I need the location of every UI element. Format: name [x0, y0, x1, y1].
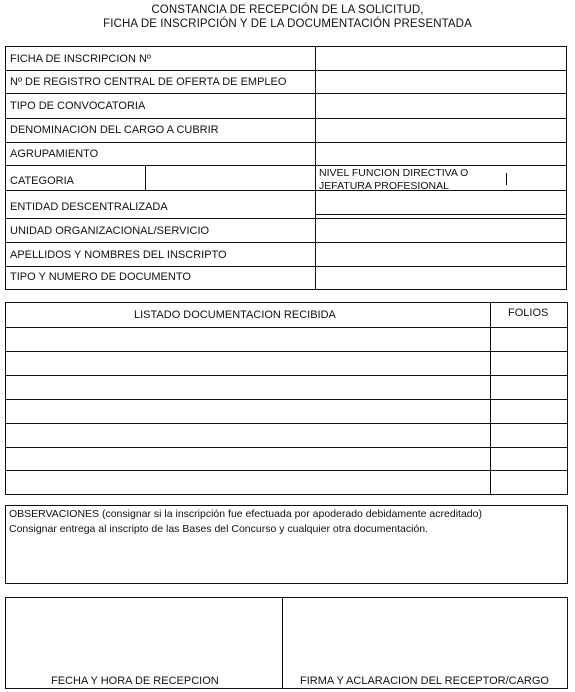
documents-table [5, 302, 568, 495]
form-value-divider [315, 47, 316, 289]
field-registro-central: Nº DE REGISTRO CENTRAL DE OFERTA DE EMPLEO [10, 76, 287, 88]
field-nivel-funcion-line2: JEFATURA PROFESIONAL [319, 180, 449, 192]
form-row-divider [315, 214, 566, 215]
table-row [6, 447, 567, 448]
table-row [6, 399, 567, 400]
observations-note: Consignar entrega al inscripto de las Bases del Concurso y cualquier otra documentación. [9, 523, 429, 535]
form-row-divider [6, 218, 566, 219]
observations-heading: OBSERVACIONES (consignar si la inscripción fue efectuada por apoderado debidamente acreditado) [9, 508, 482, 520]
document-title-line2: FICHA DE INSCRIPCIÓN Y DE LA DOCUMENTACIÓN PRESENTADA [103, 18, 472, 30]
document-title-line1: CONSTANCIA DE RECEPCIÓN DE LA SOLICITUD, [151, 4, 424, 16]
form-row-divider [6, 118, 566, 119]
form-row-divider [6, 190, 566, 191]
signature-box [5, 597, 568, 689]
form-row-divider [6, 70, 566, 71]
field-unidad-organizacional: UNIDAD ORGANIZACIONAL/SERVICIO [10, 225, 210, 237]
table-row [6, 375, 567, 376]
firma-aclaracion-label: FIRMA Y ACLARACION DEL RECEPTOR/CARGO [300, 675, 549, 687]
header-folios: FOLIOS [508, 307, 549, 319]
field-agrupamiento: AGRUPAMIENTO [10, 148, 99, 160]
table-row [6, 423, 567, 424]
table-row [6, 327, 567, 328]
form-row-divider [6, 93, 566, 94]
field-tipo-convocatoria: TIPO DE CONVOCATORIA [10, 100, 146, 112]
form-row-divider [6, 266, 566, 267]
table-row [6, 470, 567, 471]
field-categoria: CATEGORIA [10, 175, 74, 187]
form-row-divider [6, 165, 566, 166]
header-listado-documentacion: LISTADO DOCUMENTACION RECIBIDA [134, 309, 336, 321]
form-row-divider [6, 142, 566, 143]
signature-divider [282, 598, 283, 688]
field-ficha-inscripcion: FICHA DE INSCRIPCION Nº [10, 53, 151, 65]
observations-box [5, 505, 568, 584]
categoria-value-divider [145, 165, 146, 190]
field-entidad-descentralizada: ENTIDAD DESCENTRALIZADA [10, 201, 168, 213]
inscription-form-table [5, 46, 567, 290]
table-row [6, 351, 567, 352]
field-apellidos-nombres: APELLIDOS Y NOMBRES DEL INSCRIPTO [10, 249, 227, 261]
field-tipo-numero-documento: TIPO Y NUMERO DE DOCUMENTO [10, 271, 191, 283]
fecha-hora-recepcion-label: FECHA Y HORA DE RECEPCION [51, 675, 219, 687]
form-row-divider [6, 242, 566, 243]
nivel-value-divider [506, 173, 507, 185]
field-nivel-funcion-line1: NIVEL FUNCION DIRECTIVA O [319, 167, 469, 179]
field-denominacion-cargo: DENOMINACION DEL CARGO A CUBRIR [10, 124, 219, 136]
